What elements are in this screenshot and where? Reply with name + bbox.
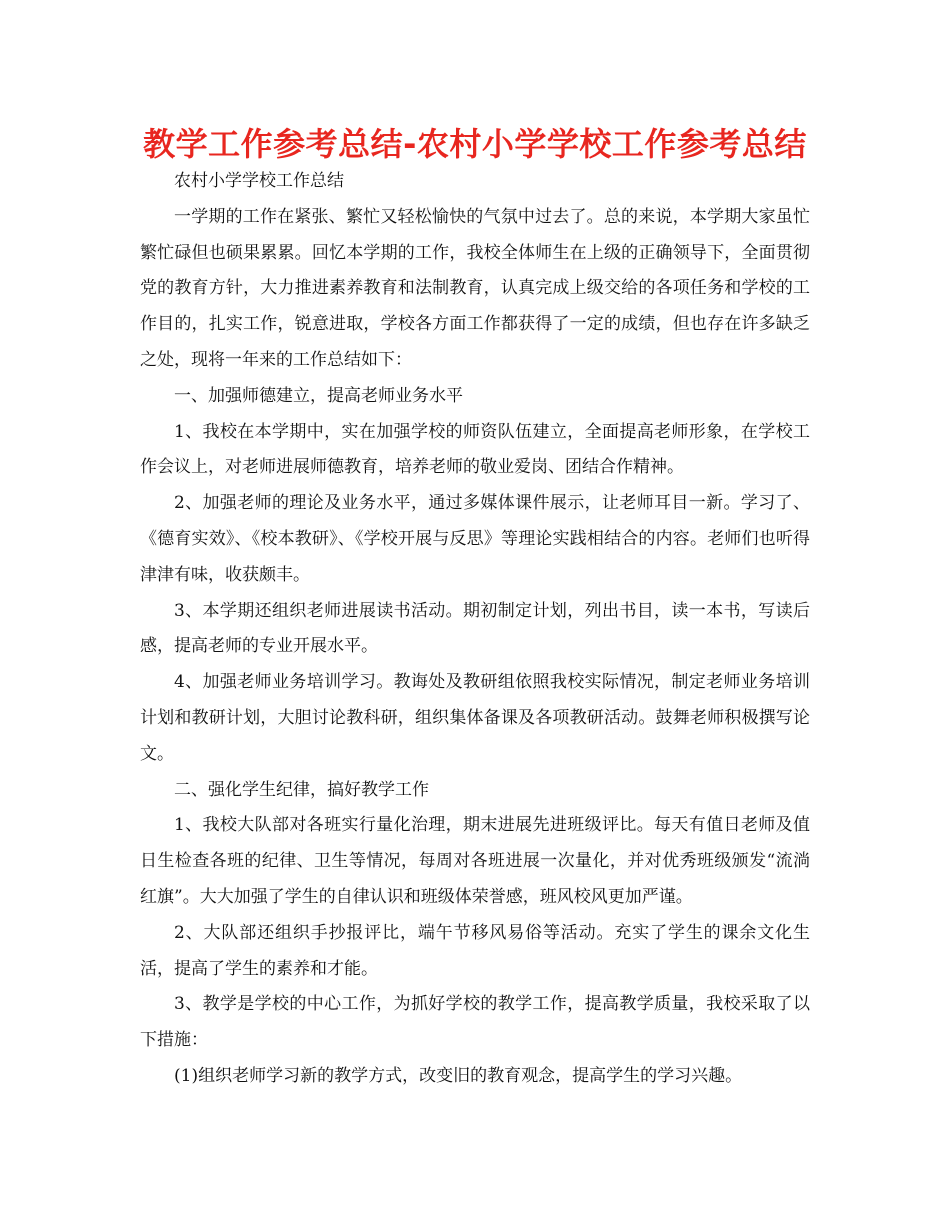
body-paragraph: 3、本学期还组织老师进展读书活动。期初制定计划，列出书目，读一本书，写读后感，提高老师的专业开展水平。 bbox=[140, 600, 810, 657]
body-paragraph: 1、我校在本学期中，实在加强学校的师资队伍建立，全面提高老师形象，在学校工作会议上，对老师进展师德教育，培养老师的敬业爱岗、团结合作精神。 bbox=[140, 421, 810, 478]
body-paragraph: (1)组织老师学习新的教学方式，改变旧的教育观念，提高学生的学习兴趣。 bbox=[174, 1065, 743, 1086]
body-paragraph: 3、教学是学校的中心工作，为抓好学校的教学工作，提高教学质量，我校采取了以下措施： bbox=[140, 994, 810, 1051]
body-paragraph: 1、我校大队部对各班实行量化治理，期末进展先进班级评比。每天有值日老师及值日生检查各班的纪律、卫生等情况，每周对各班进展一次量化，并对优秀班级颁发“流淌红旗”。大大加强了学生的自律认识和班级体荣誉感，班风校风更加严谨。 bbox=[140, 815, 810, 907]
section-heading-1: 一、加强师德建立，提高老师业务水平 bbox=[174, 385, 463, 406]
subtitle-paragraph: 农村小学学校工作总结 bbox=[174, 171, 344, 191]
body-paragraph: 2、加强老师的理论及业务水平，通过多媒体课件展示，让老师耳目一新。学习了、《德育实效》、《校本教研》、《学校开展与反思》等理论实践相结合的内容。老师们也听得津津有味，收获颇丰。 bbox=[140, 493, 810, 585]
intro-paragraph: 一学期的工作在紧张、繁忙又轻松愉快的气氛中过去了。总的来说，本学期大家虽忙繁忙碌但也硕果累累。回忆本学期的工作，我校全体师生在上级的正确领导下，全面贯彻党的教育方针，大力推进素养教育和法制教育，认真完成上级交给的各项任务和学校的工作目的，扎实工作，锐意进取，学校各方面工作都获得了一定的成绩，但也存在许多缺乏之处，现将一年来的工作总结如下： bbox=[140, 206, 810, 370]
body-paragraph: 4、加强老师业务培训学习。教诲处及教研组依照我校实际情况，制定老师业务培训计划和教研计划，大胆讨论教科研，组织集体备课及各项教研活动。鼓舞老师积极撰写论文。 bbox=[140, 672, 810, 764]
document-body bbox=[140, 164, 810, 1095]
section-heading-2: 二、强化学生纪律，搞好教学工作 bbox=[174, 779, 429, 800]
document-title: 教学工作参考总结-农村小学学校工作参考总结 bbox=[143, 125, 807, 163]
body-paragraph: 2、大队部还组织手抄报评比，端午节移风易俗等活动。充实了学生的课余文化生活，提高了学生的素养和才能。 bbox=[140, 922, 810, 979]
